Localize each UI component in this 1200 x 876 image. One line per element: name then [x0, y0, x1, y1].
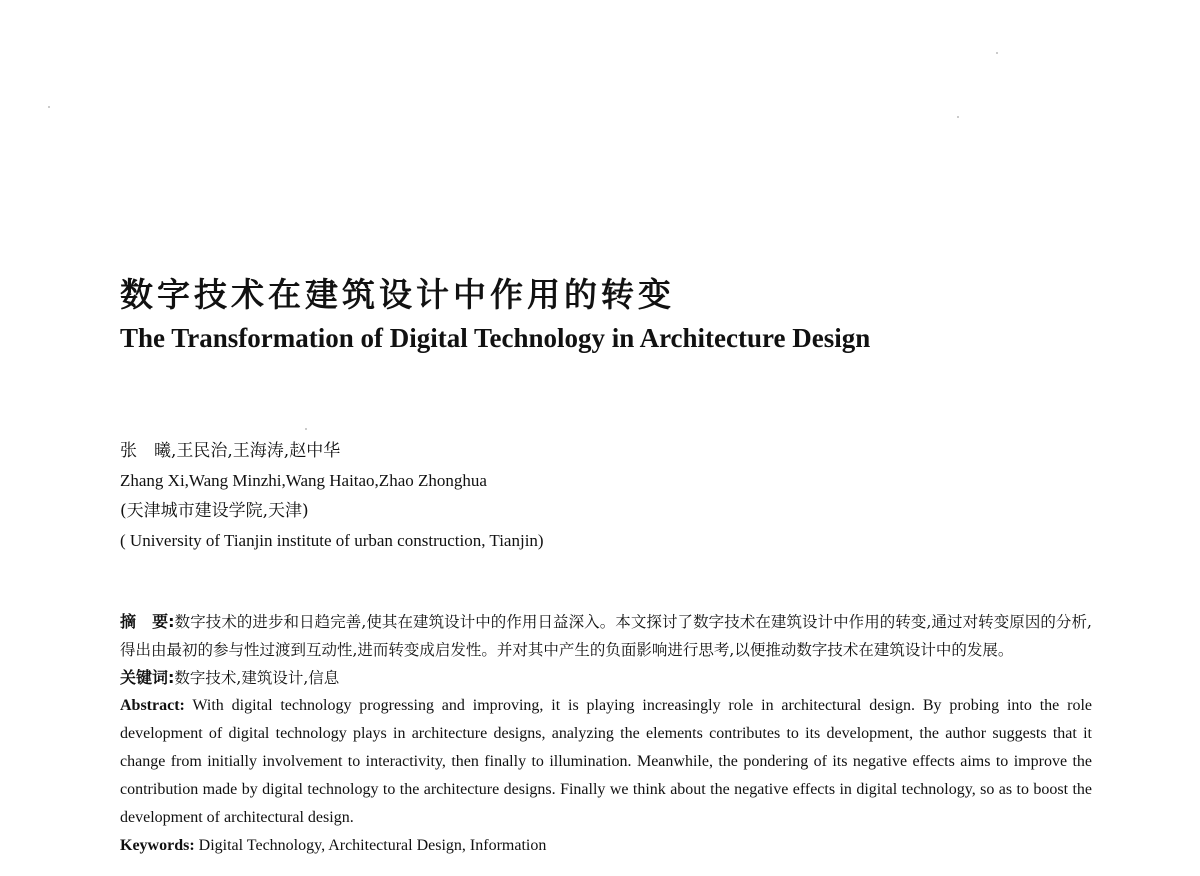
abstract-chinese-text: 数字技术的进步和日趋完善,使其在建筑设计中的作用日益深入。本文探讨了数字技术在建筑设计中作用的转变,通过对转变原因的分析,得出由最初的参与性过渡到互动性,进而转变成启发性。并对其中产生的负面影响进行思考,以便推动数字技术在建筑设计中的发展。	[120, 613, 1092, 659]
keywords-english-label: Keywords:	[120, 837, 195, 854]
affiliation-chinese: (天津城市建设学院,天津)	[120, 501, 309, 521]
abstract-section	[120, 608, 1092, 860]
scan-speck	[48, 106, 50, 108]
keywords-chinese-label: 关键词:	[120, 668, 175, 687]
abstract-chinese-label: 摘 要:	[120, 612, 175, 631]
byline	[120, 436, 544, 556]
affiliation-english: ( University of Tianjin institute of urban construction, Tianjin)	[120, 531, 544, 550]
scan-speck	[996, 52, 998, 54]
scan-speck	[305, 428, 307, 430]
scan-speck	[957, 116, 959, 118]
title-english: The Transformation of Digital Technology in Architecture Design	[120, 323, 871, 353]
authors-english: Zhang Xi,Wang Minzhi,Wang Haitao,Zhao Zhonghua	[120, 471, 487, 490]
keywords-chinese-text: 数字技术,建筑设计,信息	[174, 669, 340, 687]
title-chinese: 数字技术在建筑设计中作用的转变	[120, 275, 675, 314]
abstract-english	[120, 692, 1092, 832]
abstract-chinese	[120, 608, 1092, 664]
abstract-english-label: Abstract:	[120, 697, 185, 714]
abstract-english-text: With digital technology progressing and improving, it is playing increasingly role in architectural design. By probing into the role development of digital technology plays in architecture designs, analyzing the elements contributes to its development, the author suggests that it change from initially involvement to interactivity, then finally to illumination. Meanwhile, the pondering of its negative effects aims to improve the contribution made by digital technology to the architecture designs. Finally we think about the negative effects in digital technology, so as to boost the development of architectural design.	[120, 697, 1092, 826]
keywords-english	[120, 832, 1092, 860]
authors-chinese: 张 曦,王民治,王海涛,赵中华	[120, 441, 341, 461]
keywords-chinese	[120, 664, 1092, 692]
keywords-english-text: Digital Technology, Architectural Design, Information	[194, 837, 547, 854]
